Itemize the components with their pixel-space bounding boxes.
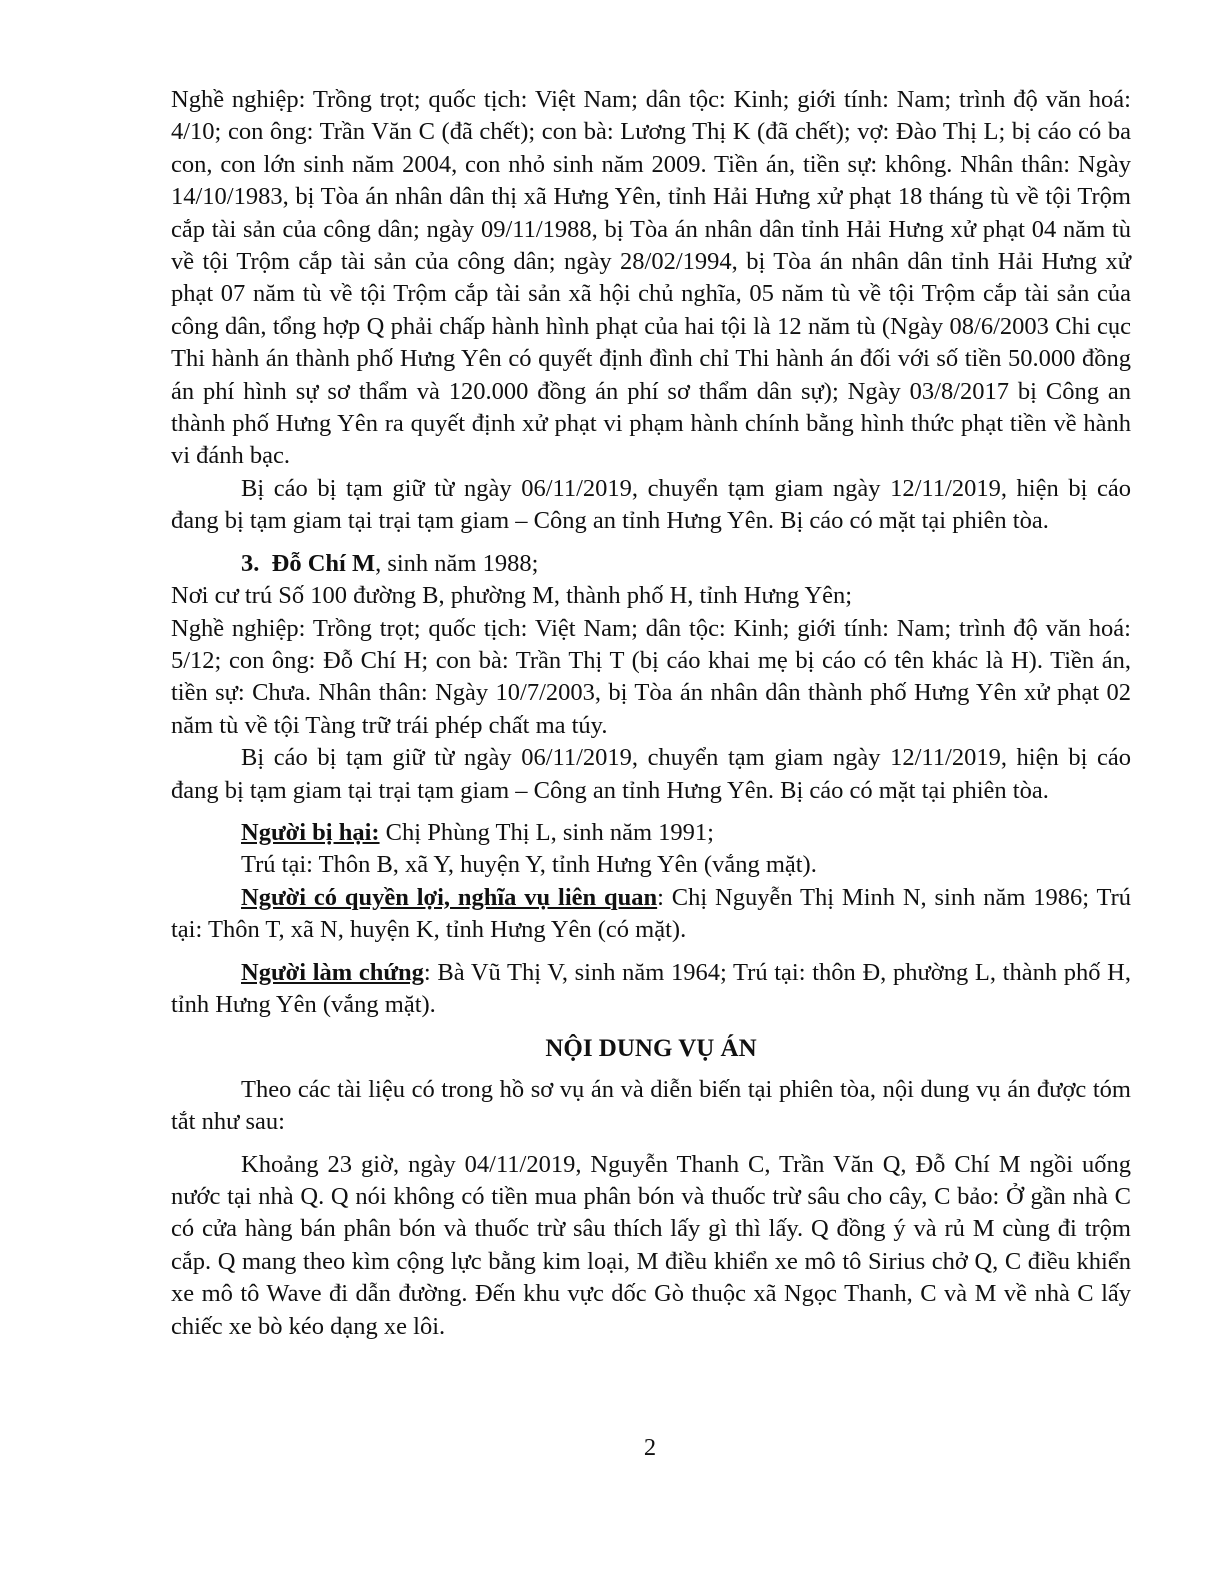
case-content-paragraph-1: Khoảng 23 giờ, ngày 04/11/2019, Nguyễn Thanh C, Trần Văn Q, Đỗ Chí M ngồi uống nước tại nhà Q. Q nói không có tiền mua phân bón và thuốc trừ sâu cho cây, C bảo: Ở gần nhà C có cửa hàng bán phân bón và thuốc trừ sâu thích lấy gì thì lấy. Q đồng ý và rủ M cùng đi trộm cắp. Q mang theo kìm cộng lực bằng kim loại, M điều khiển xe mô tô Sirius chở Q, C điều khiển xe mô tô Wave đi dẫn đường. Đến khu vực dốc Gò thuộc xã Ngọc Thanh, C và M về nhà C lấy chiếc xe bò kéo dạng xe lôi. [171,1150,1131,1340]
page-number: 2 [643,1434,657,1461]
victim-line [171,817,1131,849]
case-content-intro: Theo các tài liệu có trong hồ sơ vụ án và diễn biến tại phiên tòa, nội dung vụ án được tóm tắt như sau: [171,1075,1131,1136]
witness-paragraph [171,957,1131,1022]
defendant3-residence: Nơi cư trú Số 100 đường B, phường M, thành phố H, tỉnh Hưng Yên; [171,582,853,610]
defendant2-detention-paragraph: Bị cáo bị tạm giữ từ ngày 06/11/2019, chuyển tạm giam ngày 12/11/2019, hiện bị cáo đang bị tạm giam tại trại tạm giam – Công an tỉnh Hưng Yên. Bị cáo có mặt tại phiên tòa. [171,474,1131,535]
defendant3-occupation-paragraph: Nghề nghiệp: Trồng trọt; quốc tịch: Việt Nam; dân tộc: Kinh; giới tính: Nam; trình độ văn hoá: 5/12; con ông: Đỗ Chí H; con bà: Trần Thị T (bị cáo khai mẹ bị cáo có tên khác là H). Tiền án, tiền sự: Chưa. Nhân thân: Ngày 10/7/2003, bị Tòa án nhân dân thành phố Hưng Yên xử phạt 02 năm tù về tội Tàng trữ trái phép chất ma túy. [171,614,1131,739]
witness-label: Người làm chứng [241,958,424,986]
defendant3-header [171,548,1131,580]
victim-label: Người bị hại: [241,818,380,846]
defendant3-detention-paragraph: Bị cáo bị tạm giữ từ ngày 06/11/2019, chuyển tạm giam ngày 12/11/2019, hiện bị cáo đang bị tạm giam tại trại tạm giam – Công an tỉnh Hưng Yên. Bị cáo có mặt tại phiên tòa. [171,744,1131,804]
victim-text: Chị Phùng Thị L, sinh năm 1991; [379,818,714,846]
related-party-paragraph [171,882,1131,947]
defendant2-occupation-paragraph: Nghề nghiệp: Trồng trọt; quốc tịch: Việt Nam; dân tộc: Kinh; giới tính: Nam; trình độ văn hoá: 4/10; con ông: Trần Văn C (đã chết); con bà: Lương Thị K (đã chết); vợ: Đào Thị L; bị cáo có ba con, con lớn sinh năm 2004, con nhỏ sinh năm 2009. Tiền án, tiền sự: không. Nhân thân: Ngày 14/10/1983, bị Tòa án nhân dân thị xã Hưng Yên, tỉnh Hải Hưng xử phạt 18 tháng tù về tội Trộm cắp tài sản của công dân; ngày 09/11/1988, bị Tòa án nhân dân tỉnh Hải Hưng xử phạt 04 năm tù về tội Trộm cắp tài sản của công dân; ngày 28/02/1994, bị Tòa án nhân dân tỉnh Hải Hưng xử phạt 07 năm tù về tội Trộm cắp tài sản xã hội chủ nghĩa, 05 năm tù về tội Trộm cắp tài sản của công dân, tổng hợp Q phải chấp hành hình phạt của hai tội là 12 năm tù (Ngày 08/6/2003 Chi cục Thi hành án thành phố Hưng Yên có quyết định đình chỉ Thi hành án đối với số tiền 50.000 đồng án phí hình sự sơ thẩm và 120.000 đồng án phí sơ thẩm dân sự); Ngày 03/8/2017 bị Công an thành phố Hưng Yên ra quyết định xử phạt vi phạm hành chính bằng hình thức phạt tiền về hành vi đánh bạc. [171,86,1131,470]
defendant3-number: 3. [241,549,260,577]
defendant3-name: Đỗ Chí M [271,549,376,577]
defendant3-birth: , sinh năm 1988; [375,549,539,577]
witness-text: : Bà Vũ Thị V, sinh năm 1964; Trú tại: thôn Đ, phường L, thành phố H, tỉnh Hưng Yên (vắng mặt). [171,958,1131,1018]
case-content-heading: NỘI DUNG VỤ ÁN [545,1035,757,1063]
related-party-label: Người có quyền lợi, nghĩa vụ liên quan [241,883,658,911]
document-body [171,84,1131,1343]
victim-address: Trú tại: Thôn B, xã Y, huyện Y, tỉnh Hưng Yên (vắng mặt). [241,851,817,879]
related-party-text: : Chị Nguyễn Thị Minh N, sinh năm 1986; Trú tại: Thôn T, xã N, huyện K, tỉnh Hưng Yên (có mặt). [171,883,1131,944]
